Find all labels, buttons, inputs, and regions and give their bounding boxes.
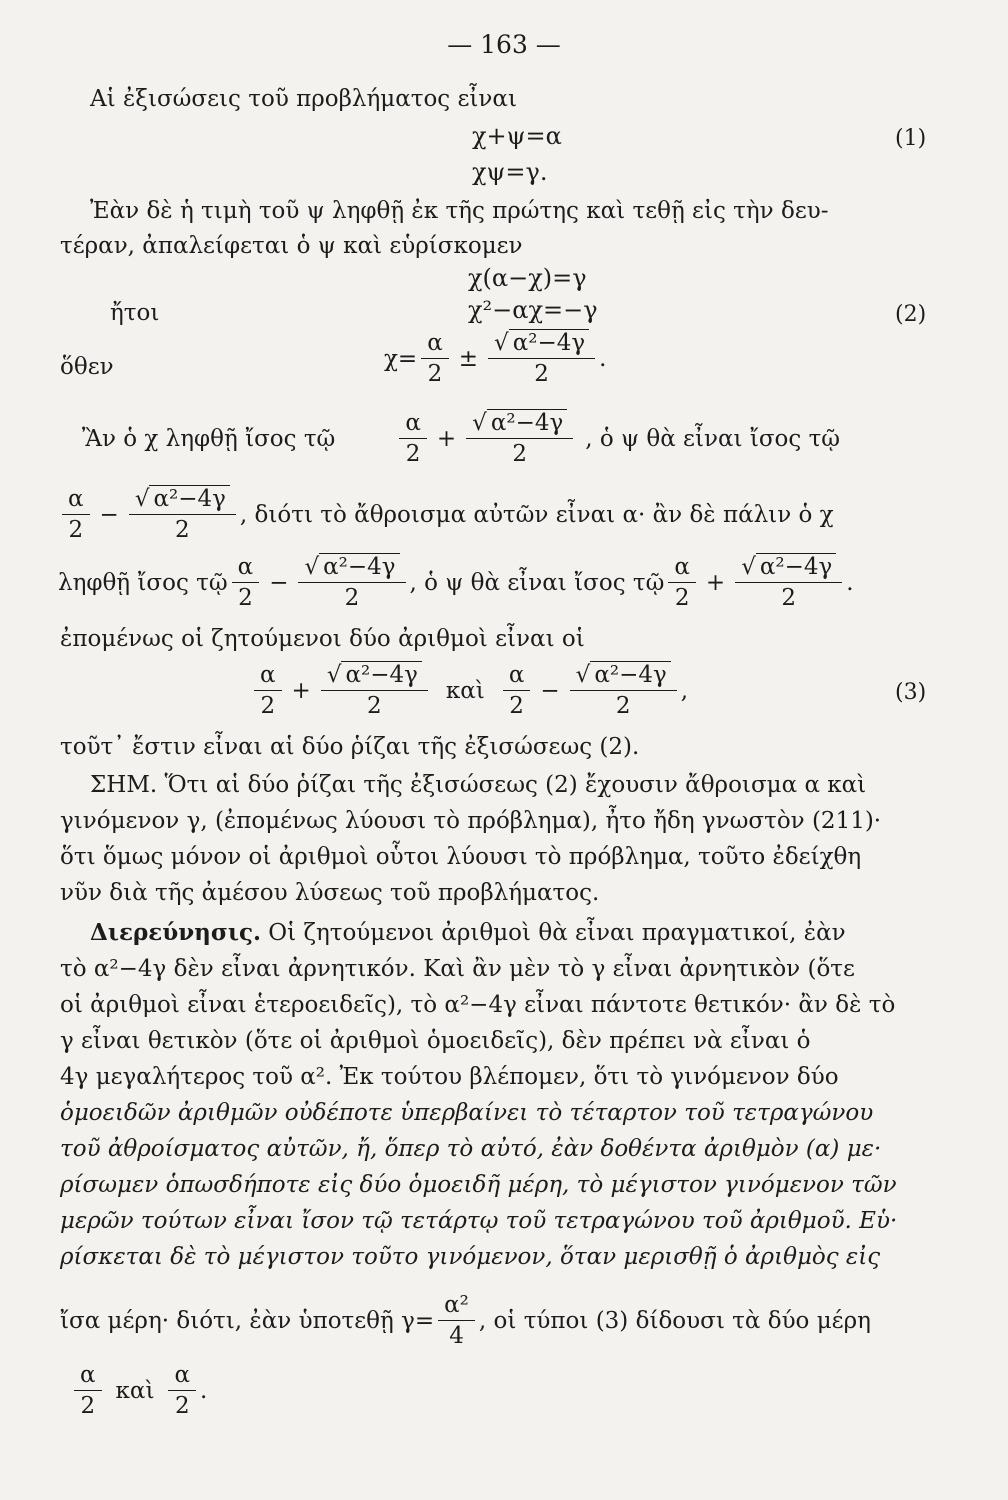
fraction: $\frac{\text{√ α²−4γ}}{2}$ xyxy=(570,660,677,721)
final-parts: $\frac{\alpha}{2}$ καὶ $\frac{\alpha}{2}$ . xyxy=(70,1360,207,1421)
plus-minus-sign: ± xyxy=(458,345,479,372)
discussion-line: τὸ α²−4γ δὲν εἶναι ἀρνητικόν. Καὶ ἂν μὲν τὸ γ εἶναι ἀρνητικὸν (ὅτε xyxy=(60,956,855,982)
fraction: $\frac{\alpha}{2}$ xyxy=(668,552,696,613)
roots-formula: $\frac{\alpha}{2}$ + $\frac{\text{√ α²−4γ}}{2}$ καὶ $\frac{\alpha}{2}$ − $\frac{\text{√ α²−4γ}}{2}$ , xyxy=(250,660,688,721)
note-line: ὅτι ὅμως μόνον οἱ ἀριθμοὶ οὗτοι λύουσι τὸ πρόβλημα, τοῦτο ἐδείχθη xyxy=(60,844,862,870)
discussion-line: ρίσωμεν ὁπωσδήποτε εἰς δύο ὁμοειδῆ μέρη, τὸ μέγιστον γινόμενον τῶν xyxy=(60,1172,897,1198)
discussion-line: οἱ ἀριθμοὶ εἶναι ἑτεροειδεῖς), τὸ α²−4γ εἶναι πάντοτε θετικόν· ἂν δὲ τὸ xyxy=(60,992,896,1018)
fraction: $\frac{\alpha}{2}$ xyxy=(254,660,282,721)
itoi-word: ἤτοι xyxy=(110,300,160,326)
fraction: $\frac{\text{√ α²−4γ}}{2}$ xyxy=(298,552,405,613)
paragraph-line: τέραν, ἀπαλείφεται ὁ ψ καὶ εὑρίσκομεν xyxy=(60,233,523,259)
equation-number-3: (3) xyxy=(895,680,927,705)
paragraph-line: τοῦτ᾽ ἔστιν εἶναι αἱ δύο ῥίζαι τῆς ἐξισώσεως (2). xyxy=(60,734,640,760)
note-line: γινόμενον γ, (ἐπομένως λύουσι τὸ πρόβλημα), ἦτο ἤδη γνωστὸν (211)· xyxy=(60,808,882,834)
note-line: νῦν διὰ τῆς ἀμέσου λύσεως τοῦ προβλήματος. xyxy=(60,880,600,906)
fraction: $\frac{\text{√ α²−4γ}}{2}$ xyxy=(321,660,428,721)
discussion-line: ρίσκεται δὲ τὸ μέγιστον τοῦτο γινόμενον, ὅταν μερισθῇ ὁ ἀριθμὸς εἰς xyxy=(60,1244,881,1270)
fraction: $\frac{\text{α²}}{4}$ xyxy=(438,1290,475,1351)
case-two-line: ληφθῇ ἴσος τῷ $\frac{\alpha}{2}$ − $\frac{\text{√ α²−4γ}}{2}$ , ὁ ψ θὰ εἶναι ἴσος τῷ $\frac{\alpha}{2}$ + $\frac{\text{√ α²−4γ}}{2}$ . xyxy=(58,554,854,611)
equation-2a: χ(α−χ)=γ xyxy=(468,264,587,292)
fraction: $\frac{\text{√ α²−4γ}}{2}$ xyxy=(735,552,842,613)
fraction: $\frac{\alpha}{2}$ xyxy=(232,552,260,613)
discussion-line: γ εἶναι θετικὸν (ὅτε οἱ ἀριθμοὶ ὁμοειδεῖς), δὲν πρέπει νὰ εἶναι ὁ xyxy=(60,1028,811,1054)
discussion-line: 4γ μεγαλήτερος τοῦ α². Ἐκ τούτου βλέπομεν, ὅτι τὸ γινόμενον δύο xyxy=(60,1064,839,1090)
discussion-line: μερῶν τούτων εἶναι ἴσον τῷ τετάρτῳ τοῦ τετραγώνου τοῦ ἀριθμοῦ. Εὑ· xyxy=(60,1208,898,1234)
fraction: $\frac{\alpha}{2}$ xyxy=(503,660,531,721)
equation-1b: χψ=γ. xyxy=(472,158,548,186)
fraction: $\frac{\alpha}{2}$ xyxy=(168,1360,196,1421)
discussion-line: ὁμοειδῶν ἀριθμῶν οὐδέποτε ὑπερβαίνει τὸ τέταρτον τοῦ τετραγώνου xyxy=(60,1100,874,1126)
fraction: $\frac{\alpha}{2}$ xyxy=(399,408,427,469)
fraction: $\frac{\alpha}{2}$ xyxy=(62,484,90,545)
case-one-continued: $\frac{\alpha}{2}$ − $\frac{\text{√ α²−4γ}}{2}$ , διότι τὸ ἄθροισμα αὐτῶν εἶναι α· ἂν δὲ πάλιν ὁ χ xyxy=(58,484,834,545)
solution-lhs: χ= xyxy=(384,345,418,372)
paragraph-line: ἐπομένως οἱ ζητούμενοι δύο ἀριθμοὶ εἶναι οἱ xyxy=(60,626,585,652)
fraction: $\frac{\alpha}{2}$ xyxy=(421,328,449,389)
intro-line: Αἱ ἐξισώσεις τοῦ προβλήματος εἶναι xyxy=(90,86,517,112)
equation-number-1: (1) xyxy=(895,126,927,151)
solution-formula: χ= $\frac{\alpha}{2}$ ± $\frac{\text{√ α²−4γ}}{2}$ . xyxy=(384,330,607,387)
othen-word: ὅθεν xyxy=(60,354,114,380)
discussion-line: τοῦ ἀθροίσματος αὐτῶν, ἤ, ὅπερ τὸ αὐτό, ἐὰν δοθέντα ἀριθμὸν (α) με· xyxy=(60,1136,882,1162)
paragraph-line: Ἐὰν δὲ ἡ τιμὴ τοῦ ψ ληφθῇ ἐκ τῆς πρώτης καὶ τεθῇ εἰς τὴν δευ- xyxy=(90,198,829,224)
fraction: $\frac{\text{√ α²−4γ}}{2}$ xyxy=(466,408,573,469)
note-line: ΣΗΜ. Ὅτι αἱ δύο ῥίζαι τῆς ἐξισώσεως (2) ἔχουσιν ἄθροισμα α καὶ xyxy=(90,772,867,798)
case-one-line: Ἂν ὁ χ ληφθῇ ἴσος τῷ $\frac{\alpha}{2}$ + $\frac{\text{√ α²−4γ}}{2}$ , ὁ ψ θὰ εἶναι ἴσος τῷ xyxy=(82,410,841,467)
page-number: — 163 — xyxy=(447,30,561,59)
fraction: $\frac{\alpha}{2}$ xyxy=(74,1360,102,1421)
equation-1a: χ+ψ=α xyxy=(472,122,562,150)
discussion-line: Διερεύνησις. Οἱ ζητούμενοι ἀριθμοὶ θὰ εἶναι πραγματικοί, ἐὰν xyxy=(90,919,846,946)
fraction: $\frac{\text{√ α²−4γ}}{2}$ xyxy=(488,328,595,389)
equal-parts-line: ἴσα μέρη· διότι, ἐὰν ὑποτεθῇ γ= $\frac{\text{α²}}{4}$ , οἱ τύποι (3) δίδουσι τὰ δύο μέρη xyxy=(60,1292,871,1349)
equation-number-2: (2) xyxy=(895,302,927,327)
fraction: $\frac{\text{√ α²−4γ}}{2}$ xyxy=(129,484,236,545)
discussion-heading: Διερεύνησις. xyxy=(90,919,261,946)
equation-2b: χ²−αχ=−γ xyxy=(468,296,598,324)
